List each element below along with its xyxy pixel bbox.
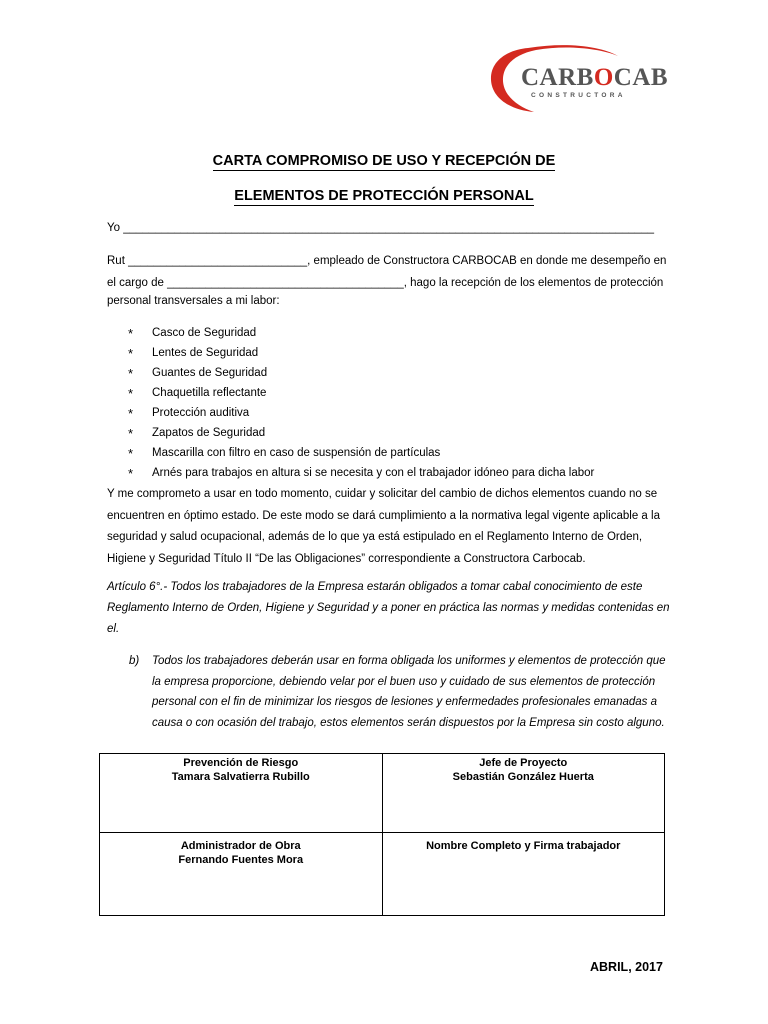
document-title-line1: CARTA COMPROMISO DE USO Y RECEPCIÓN DE xyxy=(212,153,556,169)
company-logo xyxy=(488,42,669,114)
document-date: ABRIL, 2017 xyxy=(590,960,663,974)
personal-line: personal transversales a mi labor: xyxy=(107,295,280,307)
yo-line: Yo ___________________________________________________________________________________ xyxy=(107,222,655,234)
clause-b-label: b) xyxy=(129,655,140,667)
document-title-line2: ELEMENTOS DE PROTECCIÓN PERSONAL xyxy=(234,188,534,204)
signature-cell-prevencion: Prevención de Riesgo Tamara Salvatierra Rubillo xyxy=(100,754,383,833)
bullet-star-icon: * xyxy=(128,366,134,381)
bullet-star-icon: * xyxy=(128,406,134,421)
cargo-line: el cargo de _____________________________________, hago la recepción de los elementos de protección xyxy=(107,277,664,289)
article-paragraph: Artículo 6°.- Todos los trabajadores de la Empresa estarán obligados a tomar cabal conocimiento de este Reglamento Interno de Orden, Higiene y Seguridad y a poner en práctica las normas y medidas contenidas en el. xyxy=(107,581,670,635)
bullet-star-icon: * xyxy=(128,446,134,461)
logo-wordmark: CARBOCAB xyxy=(521,64,669,91)
bullet-star-icon: * xyxy=(128,386,134,401)
signature-cell-jefe-proyecto: Jefe de Proyecto Sebastián González Huerta xyxy=(382,754,665,833)
signature-cell-trabajador: Nombre Completo y Firma trabajador xyxy=(382,833,665,916)
signature-cell-administrador: Administrador de Obra Fernando Fuentes Mora xyxy=(100,833,383,916)
signature-table xyxy=(99,753,665,916)
document-page: CARBOCAB CONSTRUCTORA CARTA COMPROMISO DE USO Y RECEPCIÓN DE ELEMENTOS DE PROTECCIÓN PERSONAL Yo ___________________________________________________________________________________ Rut ____________________________, empleado de Constructora CARBOCAB en donde me desempeño en el cargo de _____________________________________, hago la recepción de los elementos de protección personal transversales a mi labor: * Casco de Seguridad * Lentes de Seguridad * Guantes de Seguridad * Chaquetilla reflectante * Protección auditiva * Zapatos de Seguridad * Mascarilla con filtro en caso de suspensión de partículas * Arnés para trabajos en altura si se necesita y con el trabajador idóneo para dicha labor Y me comprometo a usar en todo momento, cuidar y solicitar del cambio de dichos elementos cuando no se encuentren en óptimo estado. De este modo se dará cumplimiento a la normativa legal vigente aplicable a la seguridad y salud ocupacional, además de lo que ya está estipulado en el Reglamento Interno de Orden, Higiene y Seguridad Título II “De las Obligaciones” correspondiente a Constructora Carbocab. Artículo 6°.- Todos los trabajadores de la Empresa estarán obligados a tomar cabal conocimiento de este Reglamento Interno de Orden, Higiene y Seguridad y a poner en práctica las normas y medidas contenidas en el. b) Todos los trabajadores deberán usar en forma obligada los uniformes y elementos de protección que la empresa proporcione, debiendo velar por el buen uso y cuidado de sus elementos de protección personal con el fin de minimizar los riesgos de lesiones y enfermedades profesionales emanadas a causa o con ocasión del trabajo, estos elementos serán dispuestos por la Empresa sin costo alguno. Prevención de Riesgo Tamara Salvatierra Rubillo Jefe de Proyecto Sebastián González Huerta Administrador de Obra Fernando Fuentes Mora Nombre Completo y Firma trabajador ABRIL, 2017 xyxy=(0,0,768,1024)
bullet-star-icon: * xyxy=(128,426,134,441)
logo-subtitle: CONSTRUCTORA xyxy=(531,92,626,99)
bullet-star-icon: * xyxy=(128,466,134,481)
bullet-star-icon: * xyxy=(128,326,134,341)
rut-line: Rut ____________________________, empleado de Constructora CARBOCAB en donde me desempeño en xyxy=(107,255,667,267)
commitment-paragraph: Y me comprometo a usar en todo momento, cuidar y solicitar del cambio de dichos elementos cuando no se encuentren en óptimo estado. De este modo se dará cumplimiento a la normativa legal vigente aplicable a la seguridad y salud ocupacional, además de lo que ya está estipulado en el Reglamento Interno de Orden, Higiene y Seguridad Título II “De las Obligaciones” correspondiente a Constructora Carbocab. xyxy=(107,488,660,565)
bullet-star-icon: * xyxy=(128,346,134,361)
